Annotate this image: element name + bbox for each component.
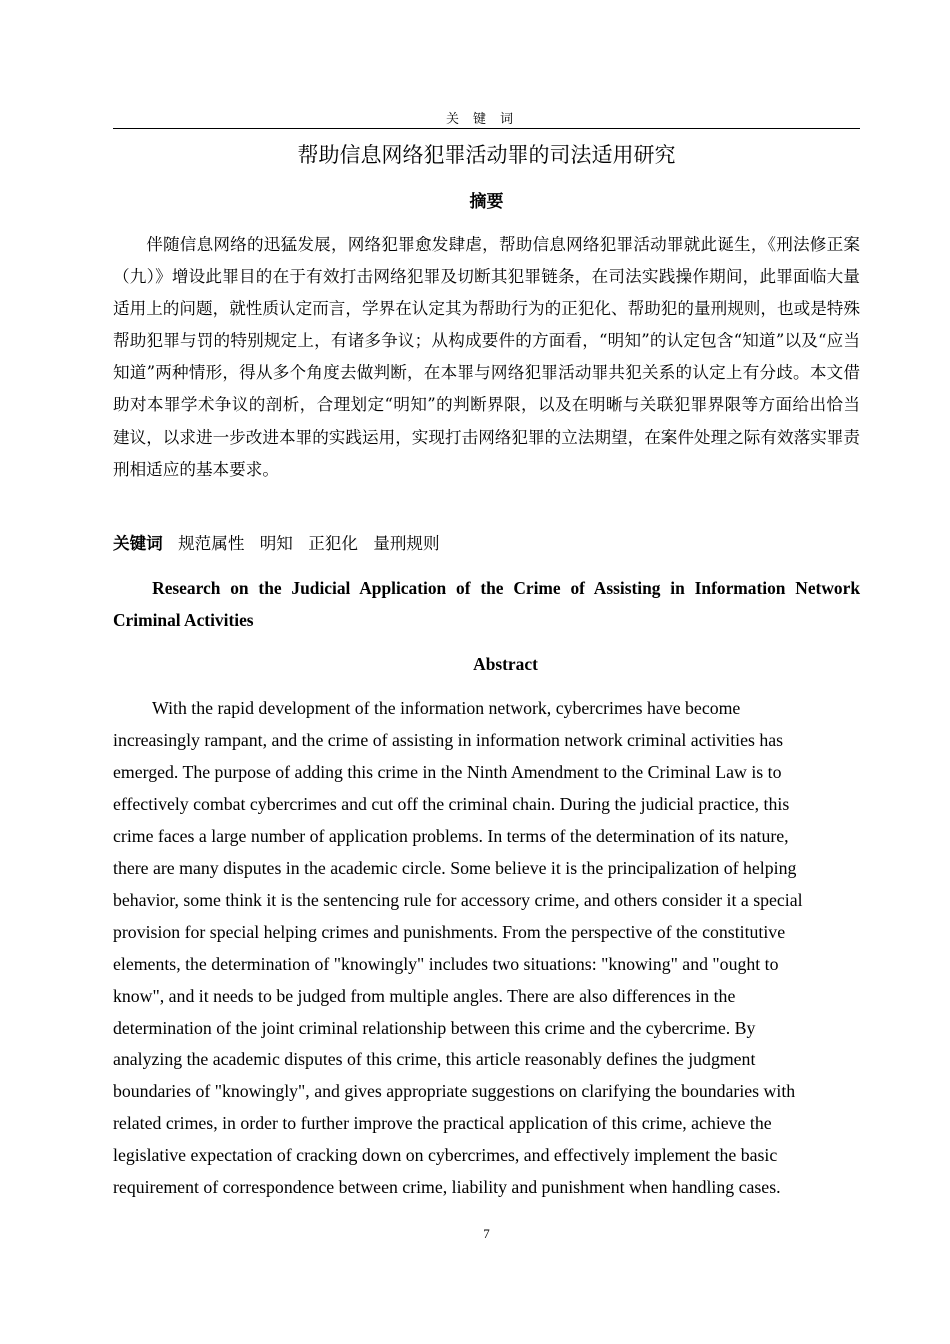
abstract-line: elements, the determination of "knowingly" includes two situations: "knowing" and "ought to (113, 953, 779, 974)
abstract-line: determination of the joint criminal relationship between this crime and the cybercrime. By (113, 1017, 756, 1038)
abstract-line: know", and it needs to be judged from multiple angles. There are also differences in the (113, 985, 736, 1006)
abstract-line: requirement of correspondence between crime, liability and punishment when handling cases. (113, 1177, 781, 1198)
keywords-label: 关键词 (113, 534, 163, 553)
abstract-line: boundaries of "knowingly", and gives appropriate suggestions on clarifying the boundaries with (113, 1081, 796, 1102)
header-rule (113, 128, 860, 129)
abstract-line: emerged. The purpose of adding this crime in the Ninth Amendment to the Criminal Law is to (113, 761, 782, 782)
english-abstract-body (113, 693, 860, 1204)
abstract-line: there are many disputes in the academic circle. Some believe it is the principalization of helping (113, 857, 797, 878)
keyword-item: 正犯化 (308, 534, 358, 553)
abstract-line: analyzing the academic disputes of this crime, this article reasonably defines the judgment (113, 1049, 756, 1070)
english-abstract-heading: Abstract (473, 654, 538, 674)
abstract-line: behavior, some think it is the sentencing rule for accessory crime, and others consider it a special (113, 889, 803, 910)
chinese-keywords (113, 528, 860, 560)
keyword-item: 量刑规则 (373, 534, 440, 553)
chinese-abstract-heading: 摘要 (469, 192, 504, 212)
chinese-title: 帮助信息网络犯罪活动罪的司法适用研究 (297, 143, 676, 167)
english-title: Research on the Judicial Application of the Crime of Assisting in Information Network Criminal Activities (113, 578, 860, 630)
abstract-line: crime faces a large number of application problems. In terms of the determination of its nature, (113, 825, 789, 846)
chinese-abstract-body: 伴随信息网络的迅猛发展，网络犯罪愈发肆虐，帮助信息网络犯罪活动罪就此诞生，《刑法修正案（九）》增设此罪目的在于有效打击网络犯罪及切断其犯罪链条，在司法实践操作期间，此罪面临大量适用上的问题，就性质认定而言，学界在认定其为帮助行为的正犯化、帮助犯的量刑规则，也或是特殊帮助犯罪与罚的特别规定上，有诸多争议；从构成要件的方面看，“明知”的认定包含“知道”以及“应当知道”两种情形，得从多个角度去做判断，在本罪与网络犯罪活动罪共犯关系的认定上有分歧。本文借助对本罪学术争议的剖析，合理划定“明知”的判断界限，以及在明晰与关联犯罪界限等方面给出恰当建议，以求进一步改进本罪的实践运用，实现打击网络犯罪的立法期望，在案件处理之际有效落实罪责刑相适应的基本要求。 (113, 235, 860, 479)
abstract-line: effectively combat cybercrimes and cut off the criminal chain. During the judicial practice, this (113, 793, 790, 814)
keyword-item: 明知 (259, 534, 293, 553)
abstract-line: increasingly rampant, and the crime of assisting in information network criminal activities has (113, 729, 784, 750)
running-head: 关键词 (445, 112, 527, 127)
abstract-line: related crimes, in order to further improve the practical application of this crime, achieve the (113, 1113, 772, 1134)
page-number: 7 (483, 1226, 490, 1241)
abstract-line: With the rapid development of the information network, cybercrimes have become (152, 698, 741, 718)
keyword-item: 规范属性 (178, 534, 245, 553)
abstract-line: provision for special helping crimes and punishments. From the perspective of the constitutive (113, 921, 786, 942)
abstract-line: legislative expectation of cracking down on cybercrimes, and effectively implement the basic (113, 1145, 778, 1166)
